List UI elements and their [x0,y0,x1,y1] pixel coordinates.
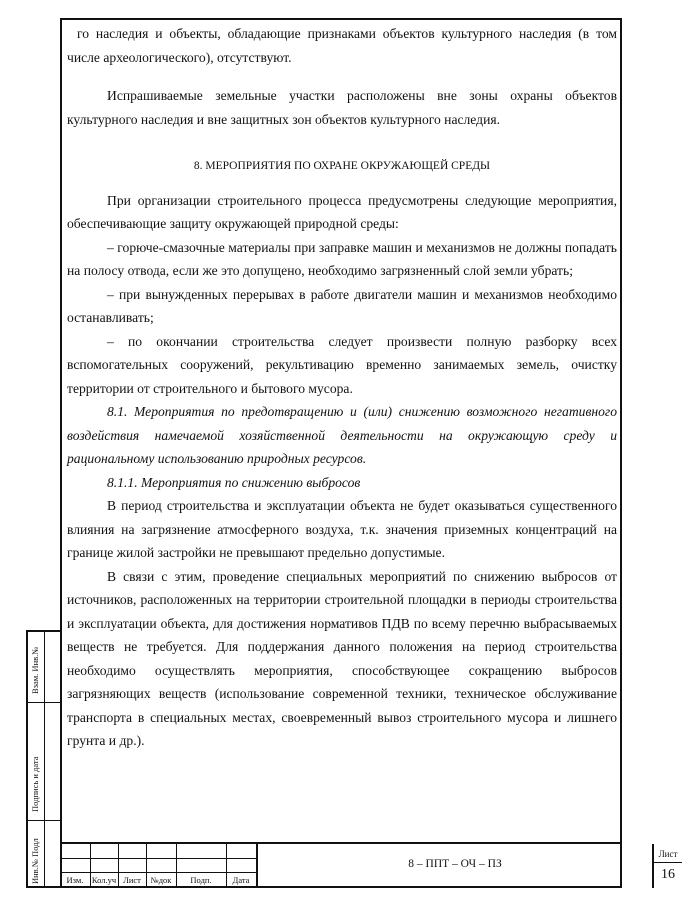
paragraph-land-plots: Испрашиваемые земельные участки расположены вне зоны охраны объектов культурного наследия и вне защитных зон объектов культурного наследия. [67,88,617,127]
sheet-label: Лист [654,844,682,863]
col-kol: Кол.уч [91,875,117,885]
revision-grid [60,844,256,888]
list-item: – по окончании строительства следует произвести полную разборку всех вспомогательных сооружений, рекультивацию временно занимаемых земель, очистку территории от строительного и бытового мусора. [67,333,617,396]
paragraph-pdv: В связи с этим, проведение специальных мероприятий по снижению выбросов от источников, расположенных на территории строительной площадки в периоды строительства и эксплуатации объекта, для достижения нормативов ПДВ по всему перечню выбрасываемых веществ не требуется. Для поддержания данного положения на период строительства необходимо осуществлять мероприятия, способствующее сокращению выбросов загрязняющих веществ (использование современной техники, техническое обслуживание транспорта в специальных местах, своевременный вывоз строительного мусора и лишнего грунта и др.). [67,568,617,748]
sheet-box [654,844,682,888]
side-label-inv: Инв.№ Подл [30,838,40,884]
col-data: Дата [232,875,250,885]
side-label-podpis: Подпись и дата [30,756,40,812]
document-code: 8 – ППТ – ОЧ – ПЗ [256,844,654,888]
paragraph-emissions: В период строительства и эксплуатации объекта не будет оказываться существенного влияния на загрязнение атмосферного воздуха, т.к. значения приземных концентраций на границе жилой застройки не превышают предельно допустимые. [67,498,617,560]
subsubsection-heading: 8.1.1. Мероприятия по снижению выбросов [107,474,361,490]
list-item: – горюче-смазочные материалы при заправке машин и механизмов не должны попадать на полосу отвода, если же это допущено, необходимо загрязненный слой земли убрать; [67,239,617,278]
side-stamp [26,630,60,888]
paragraph-measures-intro: При организации строительного процесса предусмотрены следующие мероприятия, обеспечивающие защиту окружающей природной среды: [67,192,617,231]
document-body [67,22,617,753]
col-podp: Подп. [190,875,212,885]
sheet-number: 16 [661,867,675,882]
col-izm: Изм. [66,875,84,885]
side-label-vzam: Взам. Инв.№ [30,646,40,694]
col-ndok: №док [150,875,172,885]
list-item: – при вынужденных перерывах в работе двигатели машин и механизмов необходимо останавливать; [67,286,617,325]
title-block [60,842,678,888]
subsection-heading: 8.1. Мероприятия по предотвращению и (или) снижению возможного негативного воздействия намечаемой хозяйственной деятельности на окружающую среду и рациональному использованию природных ресурсов. [67,404,617,466]
section-heading: 8. МЕРОПРИЯТИЯ ПО ОХРАНЕ ОКРУЖАЮЩЕЙ СРЕДЫ [193,160,491,172]
col-list: Лист [123,875,141,885]
paragraph-heritage: го наследия и объекты, обладающие признаками объектов культурного наследия (в том числе археологического), отсутствуют. [67,26,617,65]
